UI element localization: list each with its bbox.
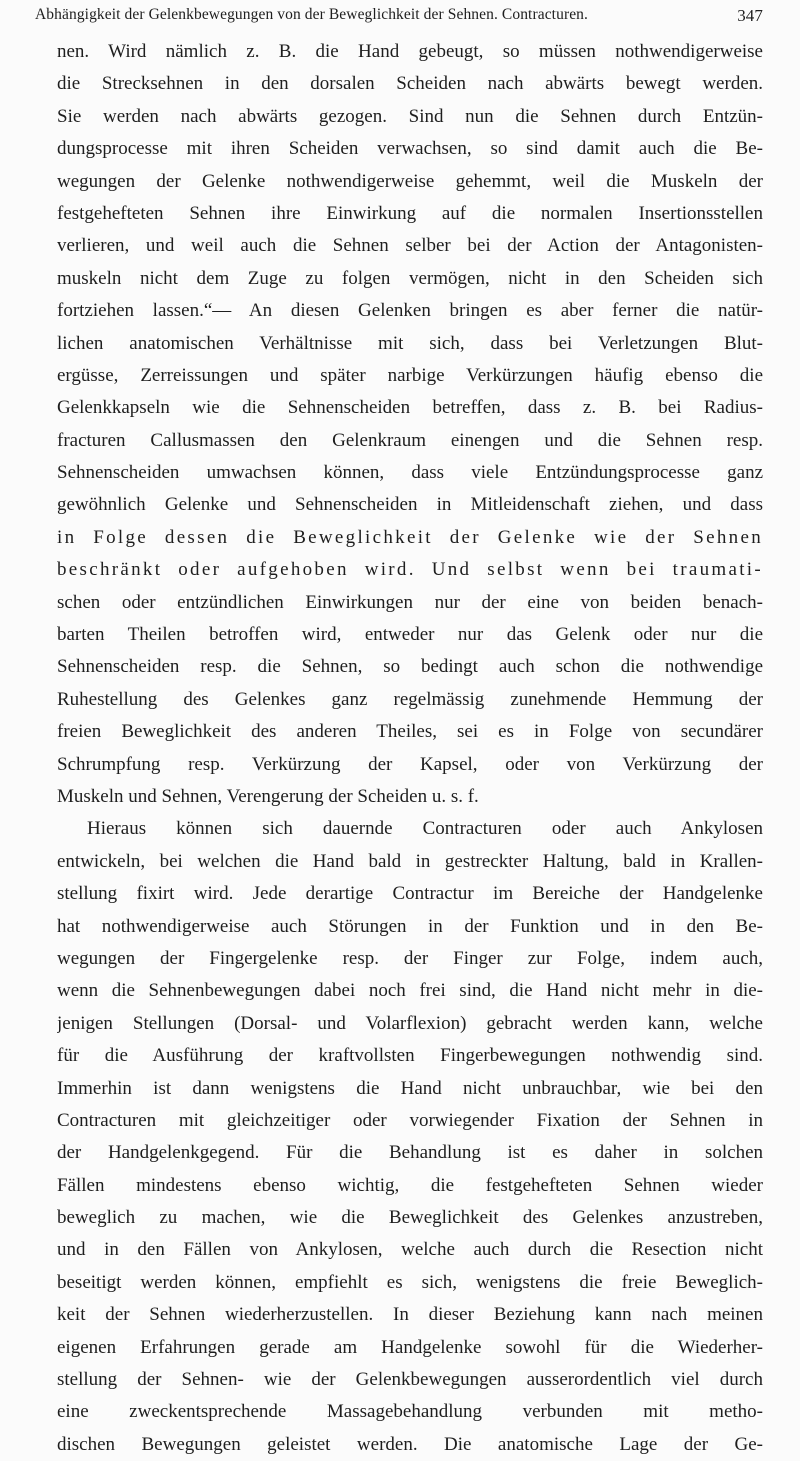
body-text [57,36,763,1461]
text-line: beweglich zu machen, wie die Beweglichkeit des Gelenkes anzustreben, [57,1207,763,1229]
text-line: Sehnenscheiden resp. die Sehnen, so bedingt auch schon die nothwendige [57,656,763,678]
text-line: Fällen mindestens ebenso wichtig, die festgehefteten Sehnen wieder [57,1174,763,1196]
text-line: in Folge dessen die Beweglichkeit der Gelenke wie der Sehnen [57,526,763,548]
text-line: keit der Sehnen wiederherzustellen. In dieser Beziehung kann nach meinen [57,1304,763,1326]
text-line: Schrumpfung resp. Verkürzung der Kapsel, oder von Verkürzung der [57,753,763,775]
text-line: jenigen Stellungen (Dorsal- und Volarflexion) gebracht werden kann, welche [57,1012,763,1034]
text-line: eine zweckentsprechende Massagebehandlung verbunden mit metho- [57,1401,763,1423]
text-line: Muskeln und Sehnen, Verengerung der Scheiden u. s. f. [57,785,479,807]
text-line: Sehnenscheiden umwachsen können, dass viele Entzündungsprocesse ganz [57,462,763,484]
text-line: und in den Fällen von Ankylosen, welche auch durch die Resection nicht [57,1239,763,1261]
text-line: verlieren, und weil auch die Sehnen selber bei der Action der Antagonisten- [57,235,763,257]
text-line: dungsprocesse mit ihren Scheiden verwachsen, so sind damit auch die Be- [57,138,763,160]
text-line: gewöhnlich Gelenke und Sehnenscheiden in Mitleidenschaft ziehen, und dass [57,494,763,516]
text-line: wegungen der Gelenke nothwendigerweise gehemmt, weil die Muskeln der [57,170,763,192]
text-line: Ruhestellung des Gelenkes ganz regelmässig zunehmende Hemmung der [57,688,763,710]
text-line: dischen Bewegungen geleistet werden. Die anatomische Lage der Ge- [57,1433,763,1455]
text-line: eigenen Erfahrungen gerade am Handgelenke sowohl für die Wiederher- [57,1336,763,1358]
text-line: Sie werden nach abwärts gezogen. Sind nun die Sehnen durch Entzün- [57,105,763,127]
text-line: der Handgelenkgegend. Für die Behandlung ist es daher in solchen [57,1142,763,1164]
text-line: stellung der Sehnen- wie der Gelenkbewegungen ausserordentlich viel durch [57,1369,763,1391]
text-line: freien Beweglichkeit des anderen Theiles, sei es in Folge von secundärer [57,721,763,743]
text-line: muskeln nicht dem Zuge zu folgen vermögen, nicht in den Scheiden sich [57,267,763,289]
text-line: wegungen der Fingergelenke resp. der Finger zur Folge, indem auch, [57,947,763,969]
page-number: 347 [737,6,763,25]
text-line: fracturen Callusmassen den Gelenkraum einengen und die Sehnen resp. [57,429,763,451]
text-line: barten Theilen betroffen wird, entweder nur das Gelenk oder nur die [57,624,763,646]
text-line: ergüsse, Zerreissungen und später narbige Verkürzungen häufig ebenso die [57,364,763,386]
text-line: Hieraus können sich dauernde Contracturen oder auch Ankylosen [87,818,763,840]
text-line: Gelenkkapseln wie die Sehnenscheiden betreffen, dass z. B. bei Radius- [57,397,763,419]
text-line: Immerhin ist dann wenigstens die Hand nicht unbrauchbar, wie bei den [57,1077,763,1099]
text-line: hat nothwendigerweise auch Störungen in der Funktion und in den Be- [57,915,763,937]
text-line: beschränkt oder aufgehoben wird. Und selbst wenn bei traumati- [57,559,763,581]
text-line: schen oder entzündlichen Einwirkungen nur der eine von beiden benach- [57,591,763,613]
text-line: fortziehen lassen.“— An diesen Gelenken bringen es aber ferner die natür- [57,300,763,322]
text-line: entwickeln, bei welchen die Hand bald in gestreckter Haltung, bald in Krallen- [57,850,763,872]
running-title: Abhängigkeit der Gelenkbewegungen von der Beweglichkeit der Sehnen. Contracturen. [35,6,589,23]
text-line: stellung fixirt wird. Jede derartige Contractur im Bereiche der Handgelenke [57,883,763,905]
text-line: festgehefteten Sehnen ihre Einwirkung auf die normalen Insertionsstellen [57,202,763,224]
text-line: Contracturen mit gleichzeitiger oder vorwiegender Fixation der Sehnen in [57,1109,763,1131]
text-line: die Strecksehnen in den dorsalen Scheiden nach abwärts bewegt werden. [57,73,763,95]
text-line: für die Ausführung der kraftvollsten Fingerbewegungen nothwendig sind. [57,1045,763,1067]
text-line: beseitigt werden können, empfiehlt es sich, wenigstens die freie Beweglich- [57,1271,763,1293]
text-line: nen. Wird nämlich z. B. die Hand gebeugt, so müssen nothwendigerweise [57,41,763,62]
text-line: wenn die Sehnenbewegungen dabei noch frei sind, die Hand nicht mehr in die- [57,980,763,1002]
text-line: lichen anatomischen Verhältnisse mit sich, dass bei Verletzungen Blut- [57,332,763,354]
running-header [35,6,763,26]
